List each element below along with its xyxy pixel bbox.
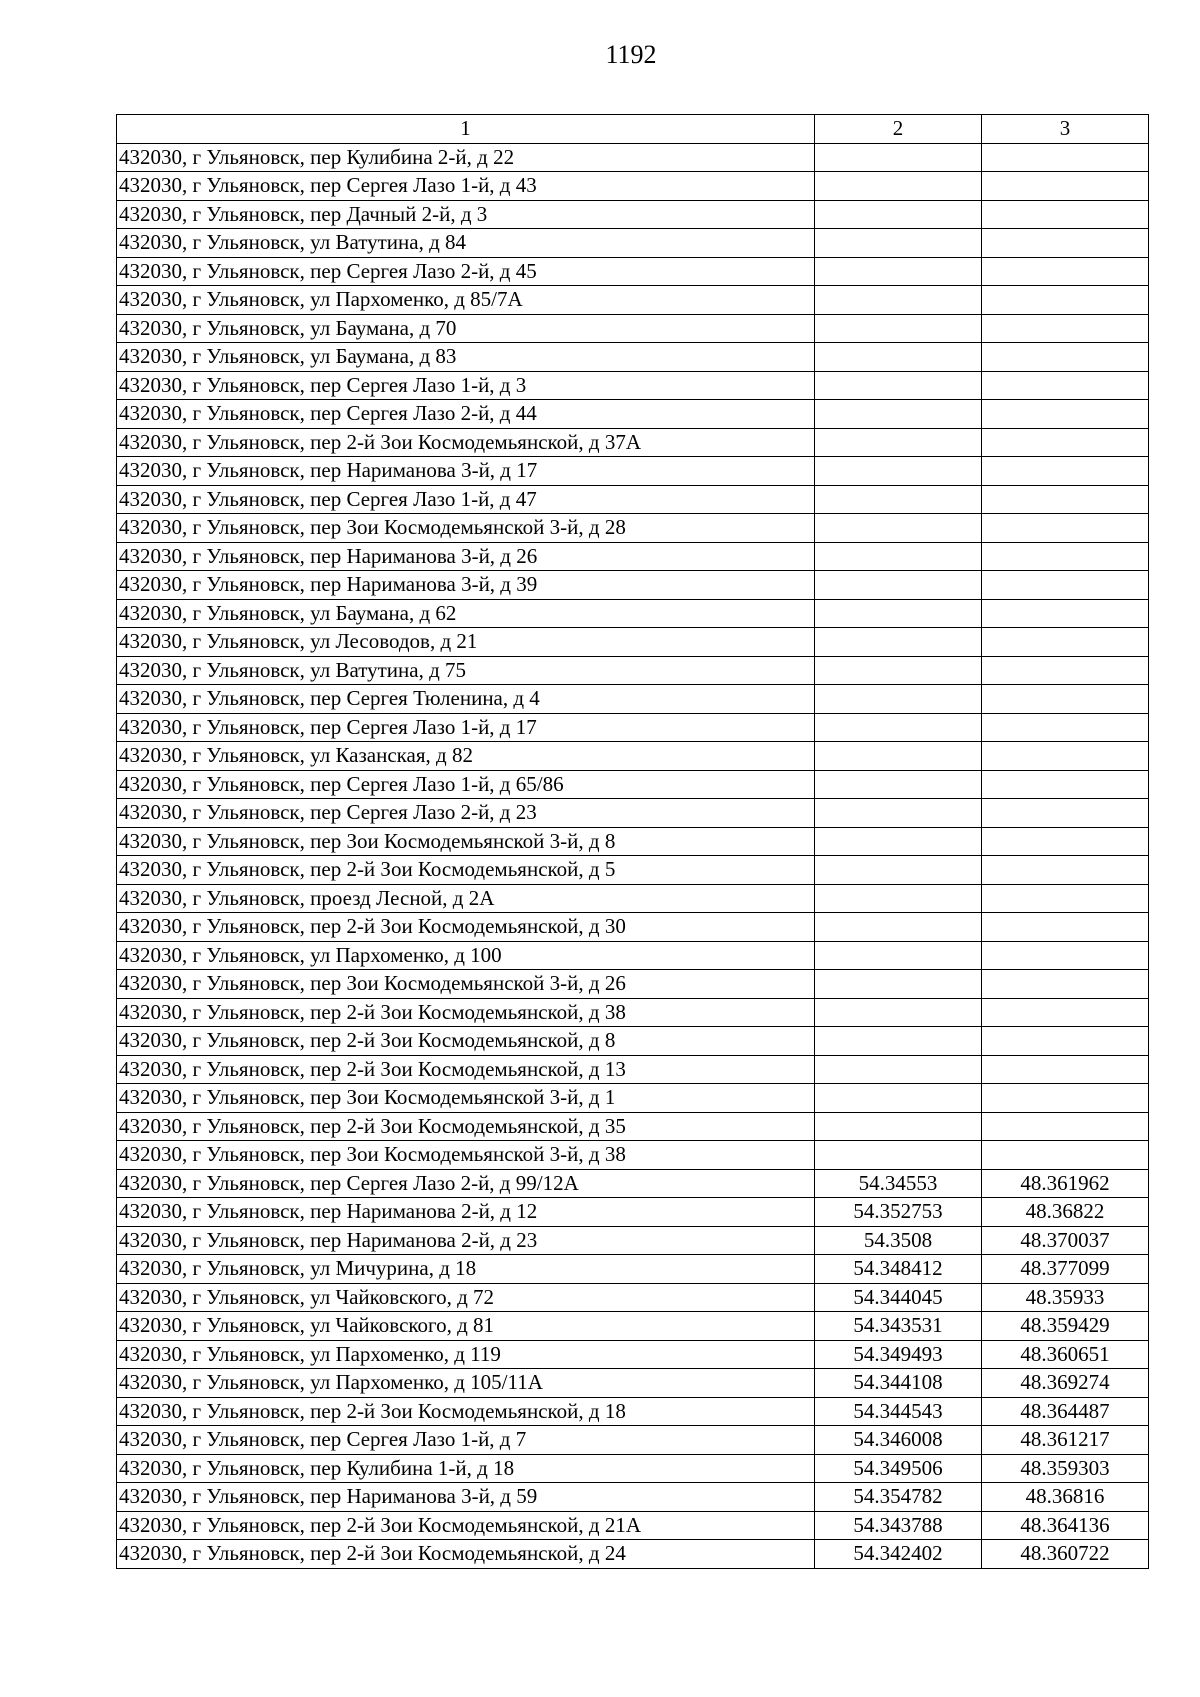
latitude-cell bbox=[815, 628, 982, 657]
longitude-cell: 48.359429 bbox=[982, 1312, 1149, 1341]
latitude-cell bbox=[815, 799, 982, 828]
table-row bbox=[117, 343, 1149, 372]
table-row bbox=[117, 742, 1149, 771]
longitude-cell: 48.364487 bbox=[982, 1397, 1149, 1426]
latitude-cell bbox=[815, 1141, 982, 1170]
address-cell: 432030, г Ульяновск, пер 2-й Зои Космодемьянской, д 18 bbox=[117, 1397, 815, 1426]
table-row bbox=[117, 1198, 1149, 1227]
latitude-cell bbox=[815, 884, 982, 913]
latitude-cell: 54.349506 bbox=[815, 1454, 982, 1483]
address-cell: 432030, г Ульяновск, пер 2-й Зои Космодемьянской, д 30 bbox=[117, 913, 815, 942]
address-cell: 432030, г Ульяновск, пер Нариманова 3-й, д 26 bbox=[117, 542, 815, 571]
latitude-cell bbox=[815, 200, 982, 229]
longitude-cell bbox=[982, 941, 1149, 970]
address-cell: 432030, г Ульяновск, ул Лесоводов, д 21 bbox=[117, 628, 815, 657]
latitude-cell bbox=[815, 172, 982, 201]
latitude-cell: 54.343788 bbox=[815, 1511, 982, 1540]
table-row bbox=[117, 485, 1149, 514]
table-row bbox=[117, 143, 1149, 172]
longitude-cell: 48.359303 bbox=[982, 1454, 1149, 1483]
address-cell: 432030, г Ульяновск, пер Сергея Лазо 2-й, д 45 bbox=[117, 257, 815, 286]
table-row bbox=[117, 884, 1149, 913]
address-cell: 432030, г Ульяновск, пер Сергея Лазо 1-й, д 47 bbox=[117, 485, 815, 514]
latitude-cell bbox=[815, 1112, 982, 1141]
address-cell: 432030, г Ульяновск, пер Сергея Лазо 1-й, д 3 bbox=[117, 371, 815, 400]
table-row bbox=[117, 200, 1149, 229]
longitude-cell bbox=[982, 1112, 1149, 1141]
latitude-cell bbox=[815, 485, 982, 514]
column-header-2: 2 bbox=[815, 115, 982, 144]
page-number: 1192 bbox=[605, 40, 657, 69]
address-cell: 432030, г Ульяновск, ул Казанская, д 82 bbox=[117, 742, 815, 771]
address-cell: 432030, г Ульяновск, пер Сергея Лазо 1-й, д 7 bbox=[117, 1426, 815, 1455]
latitude-cell bbox=[815, 343, 982, 372]
longitude-cell bbox=[982, 1084, 1149, 1113]
address-coordinates-table bbox=[116, 114, 1149, 1569]
table-row bbox=[117, 1454, 1149, 1483]
address-cell: 432030, г Ульяновск, пер Зои Космодемьянской 3-й, д 38 bbox=[117, 1141, 815, 1170]
latitude-cell: 54.343531 bbox=[815, 1312, 982, 1341]
address-cell: 432030, г Ульяновск, пер 2-й Зои Космодемьянской, д 8 bbox=[117, 1027, 815, 1056]
longitude-cell: 48.364136 bbox=[982, 1511, 1149, 1540]
latitude-cell: 54.354782 bbox=[815, 1483, 982, 1512]
address-cell: 432030, г Ульяновск, пер Зои Космодемьянской 3-й, д 8 bbox=[117, 827, 815, 856]
table-row bbox=[117, 314, 1149, 343]
longitude-cell bbox=[982, 599, 1149, 628]
table-row bbox=[117, 1255, 1149, 1284]
address-cell: 432030, г Ульяновск, пер Сергея Лазо 2-й, д 23 bbox=[117, 799, 815, 828]
longitude-cell: 48.361217 bbox=[982, 1426, 1149, 1455]
table-row bbox=[117, 1312, 1149, 1341]
address-cell: 432030, г Ульяновск, пер Сергея Лазо 2-й, д 99/12А bbox=[117, 1169, 815, 1198]
address-cell: 432030, г Ульяновск, пер Кулибина 1-й, д 18 bbox=[117, 1454, 815, 1483]
longitude-cell: 48.370037 bbox=[982, 1226, 1149, 1255]
address-cell: 432030, г Ульяновск, ул Ватутина, д 84 bbox=[117, 229, 815, 258]
longitude-cell: 48.35933 bbox=[982, 1283, 1149, 1312]
address-cell: 432030, г Ульяновск, пер Зои Космодемьянской 3-й, д 1 bbox=[117, 1084, 815, 1113]
column-header-3: 3 bbox=[982, 115, 1149, 144]
table-row bbox=[117, 827, 1149, 856]
table-row bbox=[117, 856, 1149, 885]
latitude-cell bbox=[815, 827, 982, 856]
latitude-cell bbox=[815, 229, 982, 258]
latitude-cell: 54.344543 bbox=[815, 1397, 982, 1426]
longitude-cell bbox=[982, 571, 1149, 600]
table-row bbox=[117, 628, 1149, 657]
address-cell: 432030, г Ульяновск, ул Пархоменко, д 105/11А bbox=[117, 1369, 815, 1398]
latitude-cell bbox=[815, 1084, 982, 1113]
longitude-cell bbox=[982, 371, 1149, 400]
latitude-cell: 54.349493 bbox=[815, 1340, 982, 1369]
table-row bbox=[117, 970, 1149, 999]
latitude-cell bbox=[815, 371, 982, 400]
table-row bbox=[117, 257, 1149, 286]
latitude-cell: 54.34553 bbox=[815, 1169, 982, 1198]
table-row bbox=[117, 913, 1149, 942]
longitude-cell bbox=[982, 970, 1149, 999]
longitude-cell bbox=[982, 770, 1149, 799]
longitude-cell bbox=[982, 1055, 1149, 1084]
longitude-cell bbox=[982, 514, 1149, 543]
address-cell: 432030, г Ульяновск, пер Нариманова 3-й, д 59 bbox=[117, 1483, 815, 1512]
latitude-cell bbox=[815, 941, 982, 970]
longitude-cell bbox=[982, 656, 1149, 685]
address-cell: 432030, г Ульяновск, пер Зои Космодемьянской 3-й, д 28 bbox=[117, 514, 815, 543]
table-row bbox=[117, 1511, 1149, 1540]
latitude-cell bbox=[815, 428, 982, 457]
address-cell: 432030, г Ульяновск, ул Пархоменко, д 100 bbox=[117, 941, 815, 970]
longitude-cell bbox=[982, 856, 1149, 885]
address-cell: 432030, г Ульяновск, пер Нариманова 3-й, д 39 bbox=[117, 571, 815, 600]
latitude-cell bbox=[815, 656, 982, 685]
table-row bbox=[117, 1340, 1149, 1369]
longitude-cell: 48.361962 bbox=[982, 1169, 1149, 1198]
table-row bbox=[117, 571, 1149, 600]
table-row bbox=[117, 599, 1149, 628]
address-cell: 432030, г Ульяновск, пер 2-й Зои Космодемьянской, д 21А bbox=[117, 1511, 815, 1540]
address-cell: 432030, г Ульяновск, ул Пархоменко, д 85/7А bbox=[117, 286, 815, 315]
table-row bbox=[117, 1397, 1149, 1426]
latitude-cell bbox=[815, 457, 982, 486]
table-row bbox=[117, 400, 1149, 429]
column-header-1: 1 bbox=[117, 115, 815, 144]
table-row bbox=[117, 941, 1149, 970]
latitude-cell bbox=[815, 713, 982, 742]
longitude-cell bbox=[982, 172, 1149, 201]
latitude-cell bbox=[815, 998, 982, 1027]
address-cell: 432030, г Ульяновск, ул Баумана, д 70 bbox=[117, 314, 815, 343]
table-row bbox=[117, 428, 1149, 457]
address-cell: 432030, г Ульяновск, ул Баумана, д 62 bbox=[117, 599, 815, 628]
longitude-cell bbox=[982, 1141, 1149, 1170]
table-row bbox=[117, 542, 1149, 571]
latitude-cell bbox=[815, 314, 982, 343]
table-row bbox=[117, 229, 1149, 258]
table-row bbox=[117, 1283, 1149, 1312]
address-cell: 432030, г Ульяновск, пер 2-й Зои Космодемьянской, д 37А bbox=[117, 428, 815, 457]
longitude-cell bbox=[982, 428, 1149, 457]
latitude-cell: 54.344108 bbox=[815, 1369, 982, 1398]
latitude-cell bbox=[815, 571, 982, 600]
table-row bbox=[117, 1055, 1149, 1084]
longitude-cell bbox=[982, 229, 1149, 258]
address-cell: 432030, г Ульяновск, пер Нариманова 2-й, д 12 bbox=[117, 1198, 815, 1227]
longitude-cell bbox=[982, 257, 1149, 286]
address-cell: 432030, г Ульяновск, пер Сергея Лазо 1-й, д 17 bbox=[117, 713, 815, 742]
latitude-cell bbox=[815, 913, 982, 942]
table-row bbox=[117, 371, 1149, 400]
longitude-cell bbox=[982, 998, 1149, 1027]
latitude-cell: 54.348412 bbox=[815, 1255, 982, 1284]
longitude-cell bbox=[982, 485, 1149, 514]
table-header-row bbox=[117, 115, 1149, 144]
table-row bbox=[117, 1426, 1149, 1455]
address-cell: 432030, г Ульяновск, пер Дачный 2-й, д 3 bbox=[117, 200, 815, 229]
address-cell: 432030, г Ульяновск, проезд Лесной, д 2А bbox=[117, 884, 815, 913]
latitude-cell bbox=[815, 770, 982, 799]
address-cell: 432030, г Ульяновск, пер Сергея Лазо 1-й, д 43 bbox=[117, 172, 815, 201]
longitude-cell bbox=[982, 628, 1149, 657]
table-row bbox=[117, 1483, 1149, 1512]
latitude-cell bbox=[815, 400, 982, 429]
address-cell: 432030, г Ульяновск, пер 2-й Зои Космодемьянской, д 38 bbox=[117, 998, 815, 1027]
longitude-cell: 48.377099 bbox=[982, 1255, 1149, 1284]
table-row bbox=[117, 1369, 1149, 1398]
latitude-cell: 54.342402 bbox=[815, 1540, 982, 1569]
latitude-cell: 54.344045 bbox=[815, 1283, 982, 1312]
table-row bbox=[117, 514, 1149, 543]
table-row bbox=[117, 457, 1149, 486]
latitude-cell bbox=[815, 599, 982, 628]
address-cell: 432030, г Ульяновск, ул Чайковского, д 81 bbox=[117, 1312, 815, 1341]
address-cell: 432030, г Ульяновск, пер Зои Космодемьянской 3-й, д 26 bbox=[117, 970, 815, 999]
longitude-cell bbox=[982, 286, 1149, 315]
longitude-cell: 48.36822 bbox=[982, 1198, 1149, 1227]
latitude-cell: 54.3508 bbox=[815, 1226, 982, 1255]
longitude-cell bbox=[982, 542, 1149, 571]
address-cell: 432030, г Ульяновск, пер Сергея Лазо 2-й, д 44 bbox=[117, 400, 815, 429]
address-cell: 432030, г Ульяновск, ул Мичурина, д 18 bbox=[117, 1255, 815, 1284]
address-cell: 432030, г Ульяновск, пер 2-й Зои Космодемьянской, д 24 bbox=[117, 1540, 815, 1569]
table-row bbox=[117, 1226, 1149, 1255]
longitude-cell bbox=[982, 713, 1149, 742]
longitude-cell: 48.36816 bbox=[982, 1483, 1149, 1512]
longitude-cell bbox=[982, 884, 1149, 913]
address-cell: 432030, г Ульяновск, ул Ватутина, д 75 bbox=[117, 656, 815, 685]
latitude-cell bbox=[815, 143, 982, 172]
longitude-cell bbox=[982, 457, 1149, 486]
address-cell: 432030, г Ульяновск, пер 2-й Зои Космодемьянской, д 13 bbox=[117, 1055, 815, 1084]
address-cell: 432030, г Ульяновск, пер Нариманова 2-й, д 23 bbox=[117, 1226, 815, 1255]
latitude-cell bbox=[815, 1055, 982, 1084]
latitude-cell bbox=[815, 514, 982, 543]
longitude-cell bbox=[982, 827, 1149, 856]
table-row bbox=[117, 998, 1149, 1027]
address-cell: 432030, г Ульяновск, ул Пархоменко, д 119 bbox=[117, 1340, 815, 1369]
table-row bbox=[117, 1112, 1149, 1141]
address-cell: 432030, г Ульяновск, пер 2-й Зои Космодемьянской, д 35 bbox=[117, 1112, 815, 1141]
longitude-cell bbox=[982, 742, 1149, 771]
latitude-cell bbox=[815, 856, 982, 885]
address-cell: 432030, г Ульяновск, пер Сергея Лазо 1-й, д 65/86 bbox=[117, 770, 815, 799]
longitude-cell: 48.360722 bbox=[982, 1540, 1149, 1569]
latitude-cell bbox=[815, 685, 982, 714]
table-row bbox=[117, 1540, 1149, 1569]
address-cell: 432030, г Ульяновск, ул Чайковского, д 72 bbox=[117, 1283, 815, 1312]
table-row bbox=[117, 1027, 1149, 1056]
latitude-cell bbox=[815, 257, 982, 286]
latitude-cell bbox=[815, 1027, 982, 1056]
address-cell: 432030, г Ульяновск, пер Сергея Тюленина, д 4 bbox=[117, 685, 815, 714]
longitude-cell bbox=[982, 343, 1149, 372]
longitude-cell bbox=[982, 913, 1149, 942]
address-cell: 432030, г Ульяновск, пер Нариманова 3-й, д 17 bbox=[117, 457, 815, 486]
latitude-cell bbox=[815, 970, 982, 999]
table-body bbox=[117, 143, 1149, 1568]
longitude-cell bbox=[982, 314, 1149, 343]
address-cell: 432030, г Ульяновск, пер 2-й Зои Космодемьянской, д 5 bbox=[117, 856, 815, 885]
latitude-cell bbox=[815, 542, 982, 571]
table-row bbox=[117, 713, 1149, 742]
latitude-cell: 54.352753 bbox=[815, 1198, 982, 1227]
longitude-cell bbox=[982, 1027, 1149, 1056]
longitude-cell bbox=[982, 200, 1149, 229]
longitude-cell bbox=[982, 400, 1149, 429]
table-row bbox=[117, 685, 1149, 714]
table-row bbox=[117, 656, 1149, 685]
table-row bbox=[117, 172, 1149, 201]
longitude-cell: 48.369274 bbox=[982, 1369, 1149, 1398]
longitude-cell bbox=[982, 143, 1149, 172]
longitude-cell bbox=[982, 685, 1149, 714]
table-row bbox=[117, 770, 1149, 799]
table-row bbox=[117, 1084, 1149, 1113]
longitude-cell bbox=[982, 799, 1149, 828]
address-cell: 432030, г Ульяновск, ул Баумана, д 83 bbox=[117, 343, 815, 372]
latitude-cell bbox=[815, 286, 982, 315]
longitude-cell: 48.360651 bbox=[982, 1340, 1149, 1369]
table-row bbox=[117, 286, 1149, 315]
address-cell: 432030, г Ульяновск, пер Кулибина 2-й, д 22 bbox=[117, 143, 815, 172]
latitude-cell: 54.346008 bbox=[815, 1426, 982, 1455]
latitude-cell bbox=[815, 742, 982, 771]
table-row bbox=[117, 1169, 1149, 1198]
table-row bbox=[117, 1141, 1149, 1170]
table-row bbox=[117, 799, 1149, 828]
